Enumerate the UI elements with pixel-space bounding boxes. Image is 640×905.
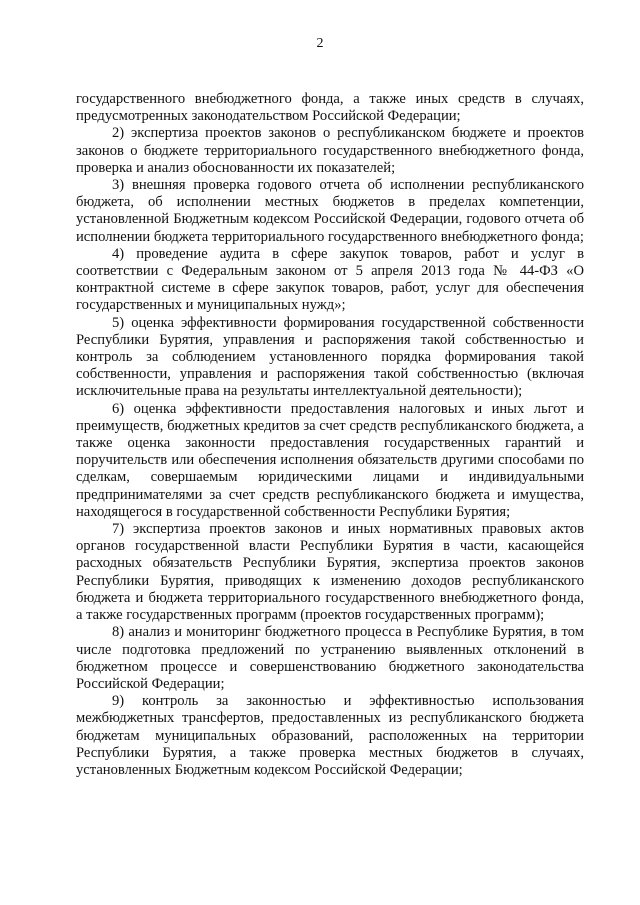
- paragraph-item-9: 9) контроль за законностью и эффективностью использования межбюджетных трансфертов, предоставленных из республиканского бюджета бюджетам муниципальных образований, расположенных на территории Республики Бурятия, а также проверка местных бюджетов в случаях, установленных Бюджетным кодексом Российской Федерации;: [76, 693, 584, 778]
- body-text: [76, 91, 584, 779]
- page-number: 2: [316, 36, 324, 51]
- paragraph-item-8: 8) анализ и мониторинг бюджетного процесса в Республике Бурятия, в том числе подготовка предложений по устранению выявленных отклонений в бюджетном процессе и совершенствованию бюджетного законодательства Российской Федерации;: [76, 624, 584, 692]
- paragraph-item-7: 7) экспертиза проектов законов и иных нормативных правовых актов органов государственной власти Республики Бурятия в части, касающейся расходных обязательств Республики Бурятия, экспертиза проектов законов Республики Бурятия, приводящих к изменению доходов республиканского бюджета и бюджета территориального государственного внебюджетного фонда, а также государственных программ (проектов государственных программ);: [76, 521, 584, 624]
- paragraph-continuation: государственного внебюджетного фонда, а также иных средств в случаях, предусмотренных законодательством Российской Федерации;: [76, 91, 584, 125]
- paragraph-item-2: 2) экспертиза проектов законов о республиканском бюджете и проектов законов о бюджете территориального государственного внебюджетного фонда, проверка и анализ обоснованности их показателей;: [76, 125, 584, 176]
- paragraph-item-4: 4) проведение аудита в сфере закупок товаров, работ и услуг в соответствии с Федеральным законом от 5 апреля 2013 года № 44-ФЗ «О контрактной системе в сфере закупок товаров, работ, услуг для обеспечения государственных и муниципальных нужд»;: [76, 245, 584, 314]
- paragraph-item-6: 6) оценка эффективности предоставления налоговых и иных льгот и преимуществ, бюджетных кредитов за счет средств республиканского бюджета, а также оценка законности предоставления государственных гарантий и поручительств или обеспечения исполнения обязательств другими способами по сделкам, совершаемым юридическими лицами и индивидуальными предпринимателями за счет средств республиканского бюджета и имущества, находящегося в государственной собственности Республики Бурятия;: [76, 400, 584, 520]
- paragraph-item-3: 3) внешняя проверка годового отчета об исполнении республиканского бюджета, об исполнении местных бюджетов в пределах компетенции, установленной Бюджетным кодексом Российской Федерации, годового отчета об исполнении бюджета территориального государственного внебюджетного фонда;: [76, 177, 584, 245]
- paragraph-item-5: 5) оценка эффективности формирования государственной собственности Республики Бурятия, управления и распоряжения такой собственностью и контроль за соблюдением установленного порядка формирования такой собственности, управления и распоряжения такой собственностью (включая исключительные права на результаты интеллектуальной деятельности);: [76, 314, 584, 400]
